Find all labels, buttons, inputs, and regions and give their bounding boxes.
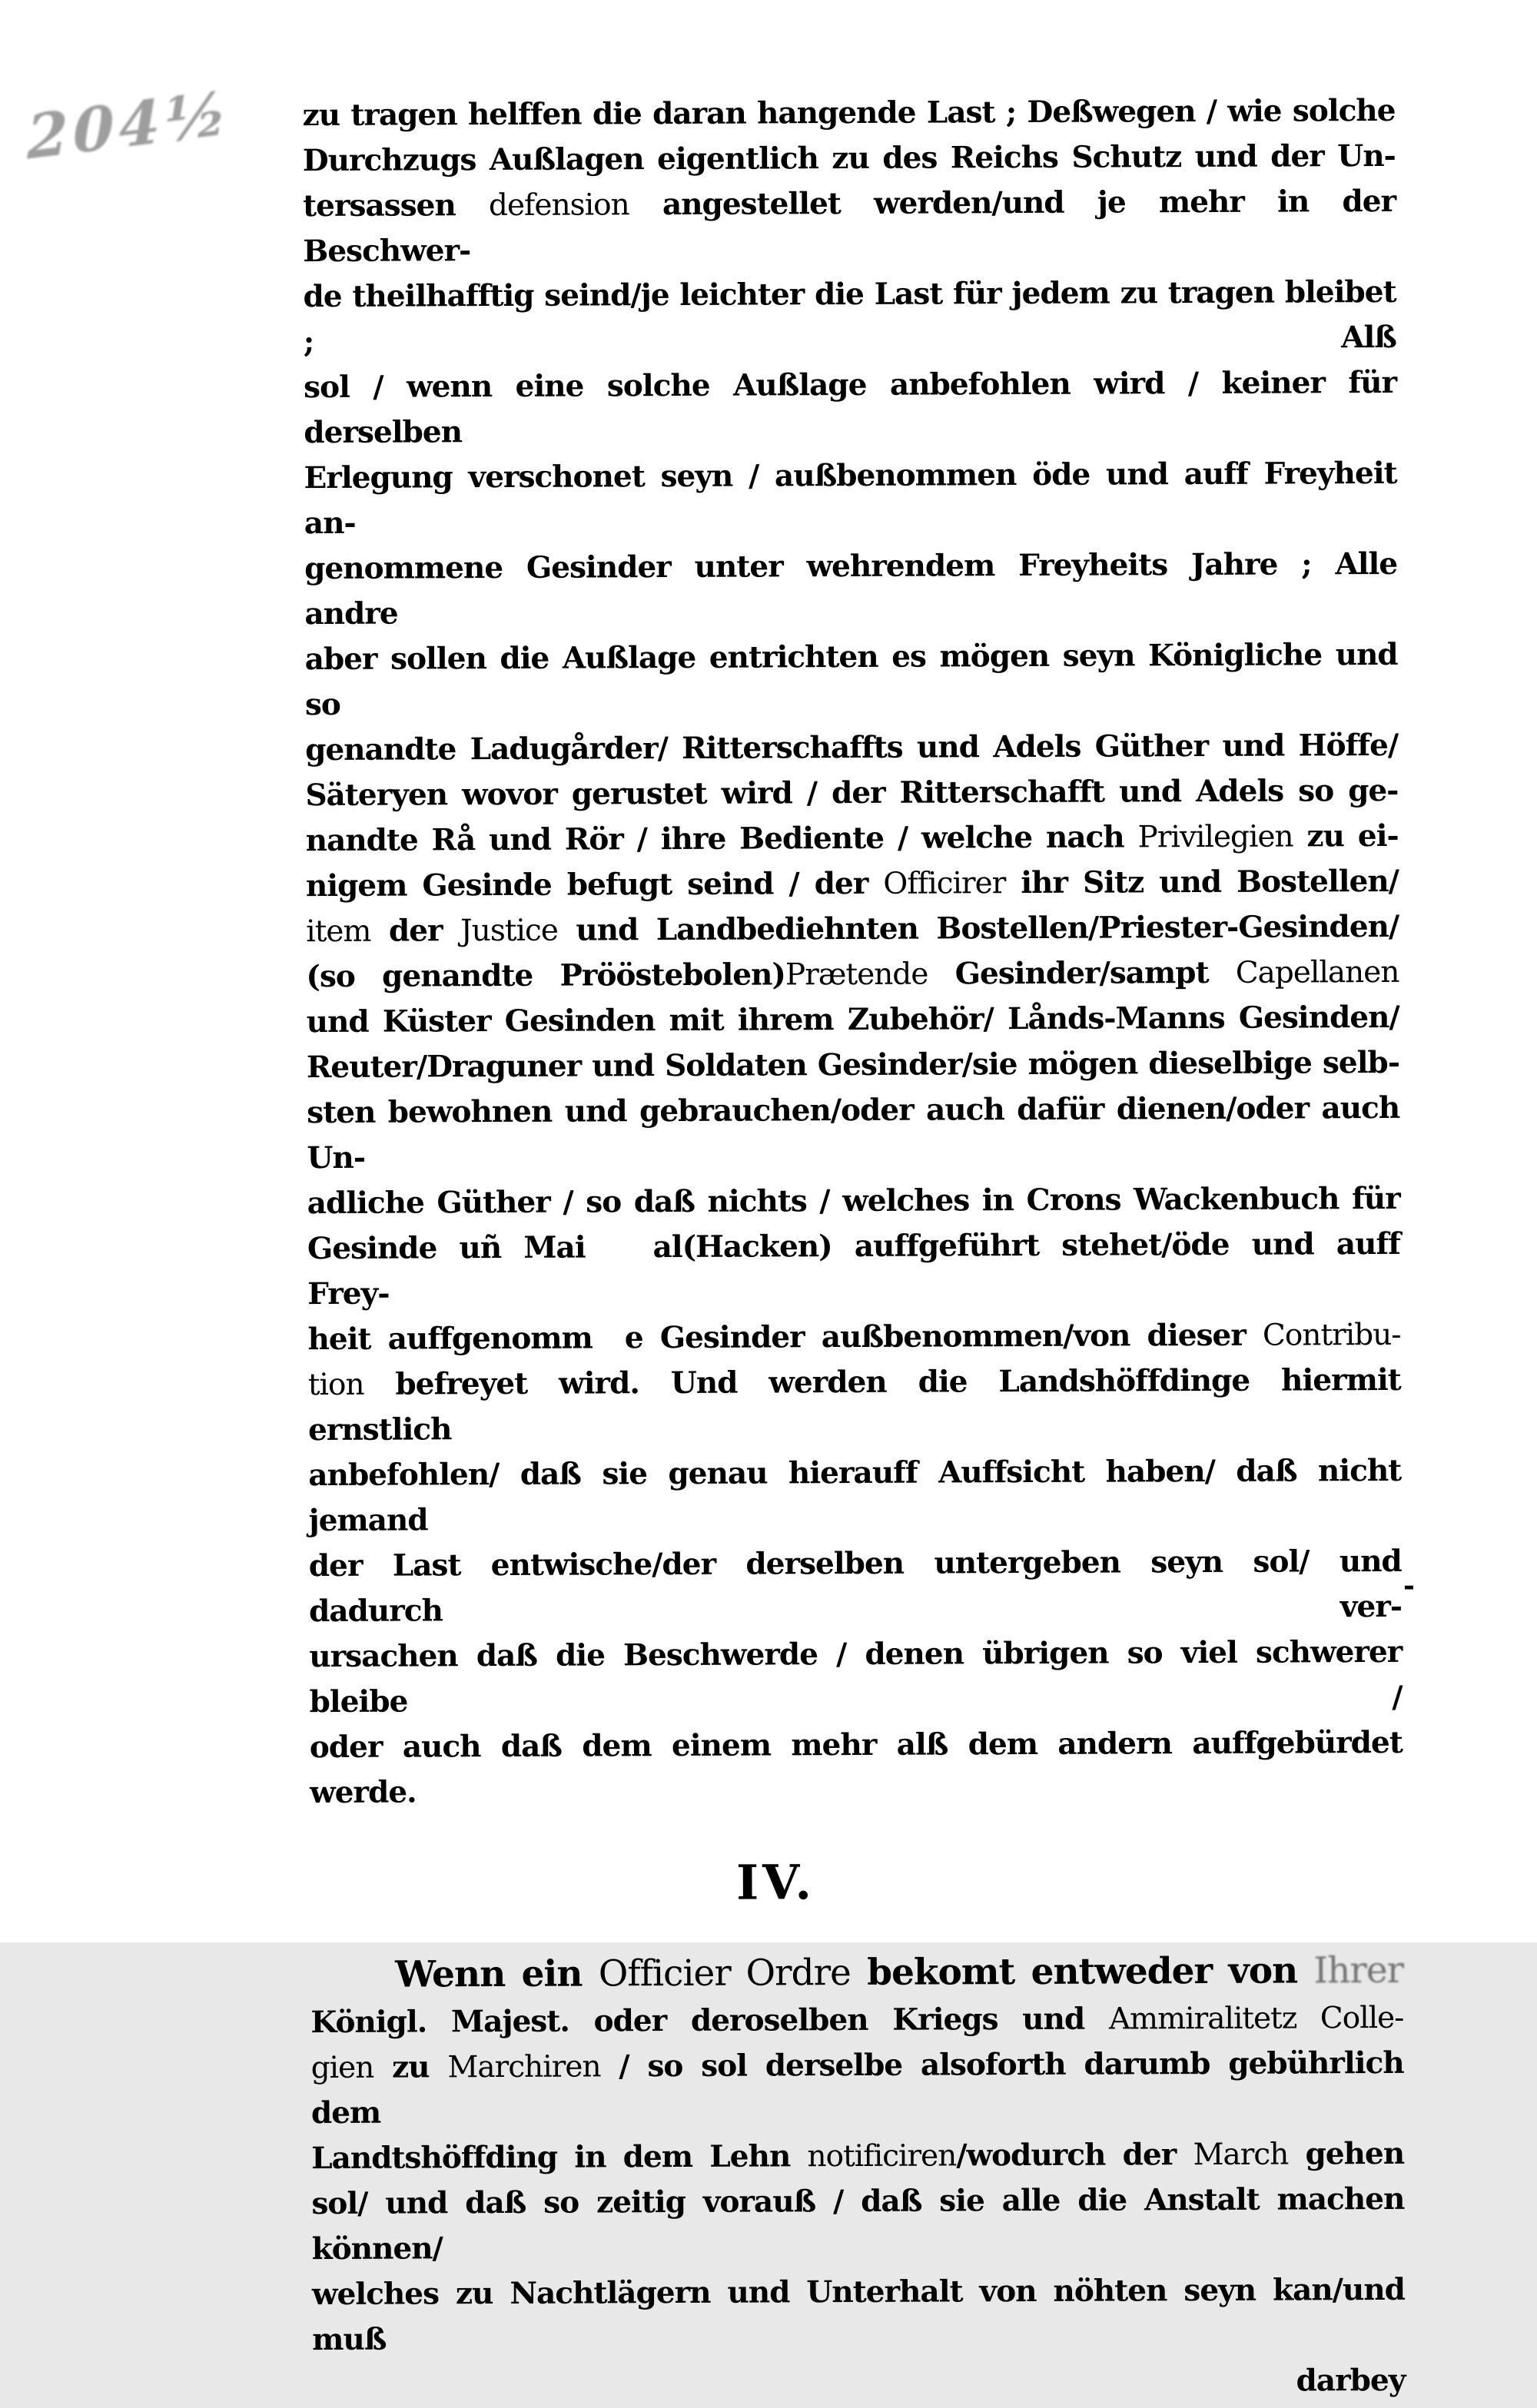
antiqua-text: Capellanen — [1236, 955, 1399, 990]
fraktur-text: Landtshöffding in dem Lehn — [311, 2138, 808, 2176]
text-line — [312, 2267, 1406, 2363]
antiqua-text: gien — [311, 2051, 374, 2085]
fraktur-text: tersassen — [303, 187, 489, 224]
fraktur-text: / so sol derselbe alsoforth darumb gebührlich dem — [311, 2045, 1404, 2131]
text-line — [311, 2131, 1404, 2181]
fraktur-text: bekomt entweder von — [851, 1949, 1314, 1994]
fraktur-text: sten bewohnen und gebrauchen/oder auch dafür dienen/oder auch Un- — [307, 1090, 1399, 1176]
text-line — [310, 1720, 1403, 1816]
antiqua-text: item — [306, 914, 370, 949]
fraktur-text: Königl. Majest. oder deroselben Kriegs und — [310, 2002, 1109, 2041]
antiqua-text: Privilegien — [1137, 820, 1293, 855]
text-line — [307, 1222, 1401, 1317]
fraktur-text: Wenn ein — [395, 1952, 599, 1995]
fraktur-text: und Küster Gesinden mit ihrem Zubehör/ Lånds-Manns Gesinden/ — [307, 1000, 1399, 1040]
fraktur-text: Reuter/Draguner und Soldaten Gesinder/sie mögen dieselbige selb- — [307, 1045, 1399, 1085]
text-line — [307, 1040, 1399, 1090]
antiqua-text: defension — [489, 187, 629, 223]
section-4-body — [310, 1946, 1405, 2363]
fraktur-text: nandte Rå und Rör / ihre Bediente / welche nach — [306, 819, 1138, 858]
fraktur-text: ursachen daß die Beschwerde / denen übrigen so viel schwerer bleibe / — [309, 1634, 1402, 1720]
section-4-heading: IV. — [229, 1852, 1322, 1912]
fraktur-text: genandte Ladugårder/ Ritterschaffts und Adels Güther und Höffe/ — [305, 728, 1398, 768]
catchword: darbey — [312, 2358, 1405, 2407]
text-line — [302, 88, 1395, 138]
fraktur-text: ihr Sitz und Bostellen/ — [1005, 864, 1399, 901]
fraktur-text: nigem Gesinde befugt seind / der — [306, 866, 884, 904]
fraktur-text: Gesinder/sampt — [928, 955, 1236, 992]
antiqua-text: Officier Ordre — [599, 1952, 851, 1995]
text-line — [306, 950, 1399, 1000]
fraktur-text: und Landbediehnten Bostellen/Priester-Gesinden/ — [558, 909, 1399, 948]
fraktur-text: Gesinde uñ Mai — [307, 1230, 586, 1267]
antiqua-text: Justice — [460, 914, 558, 949]
fraktur-text: der — [370, 913, 460, 949]
text-line — [305, 723, 1398, 773]
antiqua-text: Contribu- — [1263, 1318, 1401, 1353]
fraktur-text: (so genandte Prööstebolen) — [306, 957, 785, 994]
text-line — [307, 1312, 1400, 1362]
antiqua-text: March — [1193, 2138, 1288, 2173]
fraktur-text: heit auffgenomm — [307, 1320, 593, 1357]
fraktur-text: sol/ und daß so zeitig vorauß / daß sie alle die Anstalt machen können/ — [311, 2181, 1404, 2267]
fraktur-text: genommene Gesinder unter wehrendem Freyheits Jahre ; Alle andre — [304, 546, 1397, 632]
text-line — [305, 768, 1398, 818]
text-line — [308, 1448, 1402, 1544]
antiqua-text: Ammiralitetz Colle- — [1109, 2001, 1404, 2037]
text-line — [304, 542, 1398, 637]
text-block — [302, 88, 1405, 2407]
text-line — [304, 451, 1397, 546]
text-line — [307, 995, 1399, 1045]
text-line — [306, 904, 1399, 954]
paragraph-1 — [302, 88, 1403, 1816]
faded-text: Ihrer — [1313, 1949, 1403, 1992]
fraktur-text: zu tragen helffen die daran hangende Last ; Deßwegen / wie solche — [302, 93, 1395, 133]
handwritten-page-mark: 204½ — [26, 78, 232, 173]
text-line — [303, 179, 1396, 274]
fraktur-text: angestellet werden/und je mehr in der Beschwer- — [303, 184, 1396, 269]
fraktur-text: befreyet wird. Und werden die Landshöffdinge hiermit ernstlich — [308, 1362, 1401, 1448]
stray-ink-mark: - — [1403, 1572, 1415, 1600]
fraktur-text: oder auch daß dem einem mehr alß dem andern auffgebürdet werde. — [310, 1725, 1403, 1810]
text-line — [309, 1630, 1403, 1725]
text-line — [310, 1995, 1403, 2045]
fraktur-text: adliche Güther / so daß nichts / welches in Crons Wackenbuch für — [307, 1181, 1400, 1221]
text-line — [307, 1176, 1400, 1226]
fraktur-text: der Last entwische/der derselben untergeben seyn sol/ und dadurch ver- — [309, 1544, 1402, 1629]
text-line — [303, 270, 1396, 365]
fraktur-text: Säteryen wovor gerustet wird / der Ritterschafft und Adels so ge- — [305, 773, 1398, 813]
fraktur-text: al(Hacken) auffgeführt stehet/öde und auff Frey- — [307, 1226, 1400, 1312]
text-line — [308, 1358, 1402, 1453]
text-line — [304, 360, 1397, 456]
text-line — [309, 1539, 1403, 1634]
fraktur-text: Durchzugs Außlagen eigentlich zu des Reichs Schutz und der Un- — [303, 138, 1396, 178]
text-line — [305, 632, 1399, 728]
text-line — [307, 1086, 1400, 1181]
fraktur-text: anbefohlen/ daß sie genau hierauff Auffsicht haben/ daß nicht jemand — [308, 1453, 1401, 1538]
fraktur-text: zu ei- — [1293, 818, 1399, 854]
antiqua-text: Officirer — [883, 866, 1005, 901]
fraktur-text: de theilhafftig seind/je leichter die Last für jedem zu tragen bleibet ; Alß — [303, 274, 1396, 360]
antiqua-text: tion — [308, 1368, 364, 1402]
fraktur-text: /wodurch der — [956, 2137, 1193, 2173]
text-line — [311, 2177, 1405, 2272]
fraktur-text: zu — [373, 2049, 447, 2085]
antiqua-text: notificiren — [807, 2138, 956, 2174]
fraktur-text: sol / wenn eine solche Außlage anbefohlen wird / keiner für derselben — [304, 365, 1396, 450]
antiqua-text: Prætende — [785, 957, 928, 993]
fraktur-text: Erlegung verschonet seyn / außbenommen öde und auff Freyheit an- — [304, 456, 1397, 541]
text-line — [311, 2041, 1405, 2136]
fraktur-text: aber sollen die Außlage entrichten es mögen seyn Königliche und so — [305, 637, 1398, 722]
antiqua-text: Marchiren — [447, 2049, 600, 2085]
text-line — [303, 134, 1396, 184]
fraktur-text: e Gesinder außbenommen/von dieser — [625, 1318, 1263, 1356]
text-line — [310, 1946, 1403, 2000]
text-line — [306, 859, 1399, 909]
fraktur-text: welches zu Nachtlägern und Unterhalt von nöhten seyn kan/und muß — [312, 2272, 1405, 2357]
fraktur-text: gehen — [1288, 2136, 1404, 2172]
text-line — [306, 814, 1399, 864]
